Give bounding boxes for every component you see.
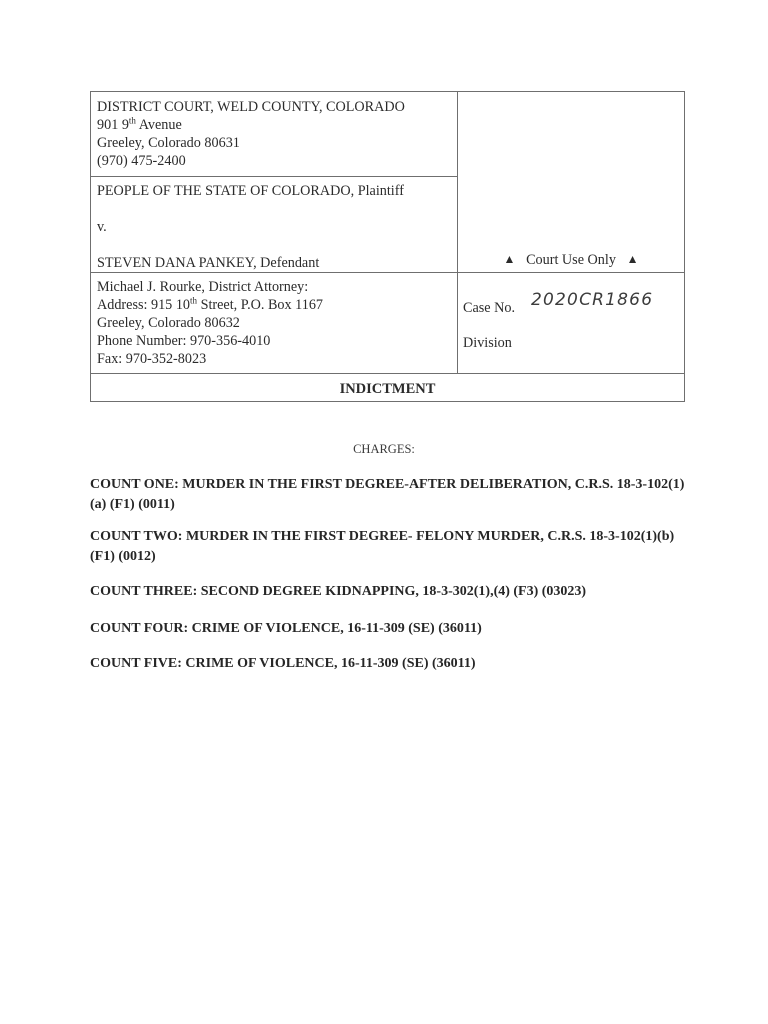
triangle-up-icon: ▲ [626, 252, 639, 266]
charge-count: COUNT FOUR: CRIME OF VIOLENCE, 16-11-309 (SE) (36011) [90, 621, 482, 636]
attorney-name: Michael J. Rourke, District Attorney: [97, 279, 309, 295]
charge-count: COUNT TWO: MURDER IN THE FIRST DEGREE- FELONY MURDER, C.R.S. 18-3-102(1)(b) (F1) (0012) [90, 529, 675, 564]
attorney-block [97, 278, 323, 368]
court-street-name: Avenue [135, 117, 182, 133]
attorney-fax: Fax: 970-352-8023 [97, 351, 207, 367]
court-use-label: Court Use Only [526, 252, 616, 268]
caption-vertical-divider [457, 92, 458, 374]
court-block [97, 98, 405, 170]
attorney-address-suffix: th [190, 295, 198, 306]
document-title: INDICTMENT [339, 381, 436, 397]
case-number-label: Case No. [463, 300, 516, 316]
court-street-number: 901 9 [97, 117, 129, 133]
attorney-phone: Phone Number: 970-356-4010 [97, 333, 271, 349]
charge-count: COUNT ONE: MURDER IN THE FIRST DEGREE-AFTER DELIBERATION, C.R.S. 18-3-102(1)(a) (F1) (0011) [90, 477, 685, 512]
attorney-address-rest: Street, P.O. Box 1167 [197, 297, 324, 313]
attorney-address [97, 296, 323, 314]
versus-line: v. [97, 219, 107, 235]
caption-divider-parties [91, 272, 684, 273]
caption-box [90, 91, 685, 402]
charge-count: COUNT THREE: SECOND DEGREE KIDNAPPING, 18-3-302(1),(4) (F3) (03023) [90, 584, 587, 599]
charges-heading: CHARGES: [353, 442, 415, 456]
parties-block [97, 182, 404, 272]
case-number-handwritten: 2020CR1866 [531, 290, 654, 310]
court-use-only [458, 251, 684, 269]
court-city: Greeley, Colorado 80631 [97, 135, 240, 151]
division-label: Division [463, 335, 512, 351]
charge-count: COUNT FIVE: CRIME OF VIOLENCE, 16-11-309 (SE) (36011) [90, 656, 476, 671]
defendant-line: STEVEN DANA PANKEY, Defendant [97, 255, 320, 271]
court-street [97, 116, 405, 134]
court-street-suffix: th [128, 115, 136, 126]
plaintiff-line: PEOPLE OF THE STATE OF COLORADO, Plaintiff [97, 183, 404, 199]
caption-divider-attorney [91, 373, 684, 374]
caption-divider-court [91, 176, 457, 177]
attorney-city: Greeley, Colorado 80632 [97, 315, 240, 331]
attorney-address-prefix: Address: 915 10 [97, 297, 191, 313]
court-name: DISTRICT COURT, WELD COUNTY, COLORADO [97, 99, 405, 115]
triangle-up-icon: ▲ [503, 252, 516, 266]
court-phone: (970) 475-2400 [97, 153, 186, 169]
